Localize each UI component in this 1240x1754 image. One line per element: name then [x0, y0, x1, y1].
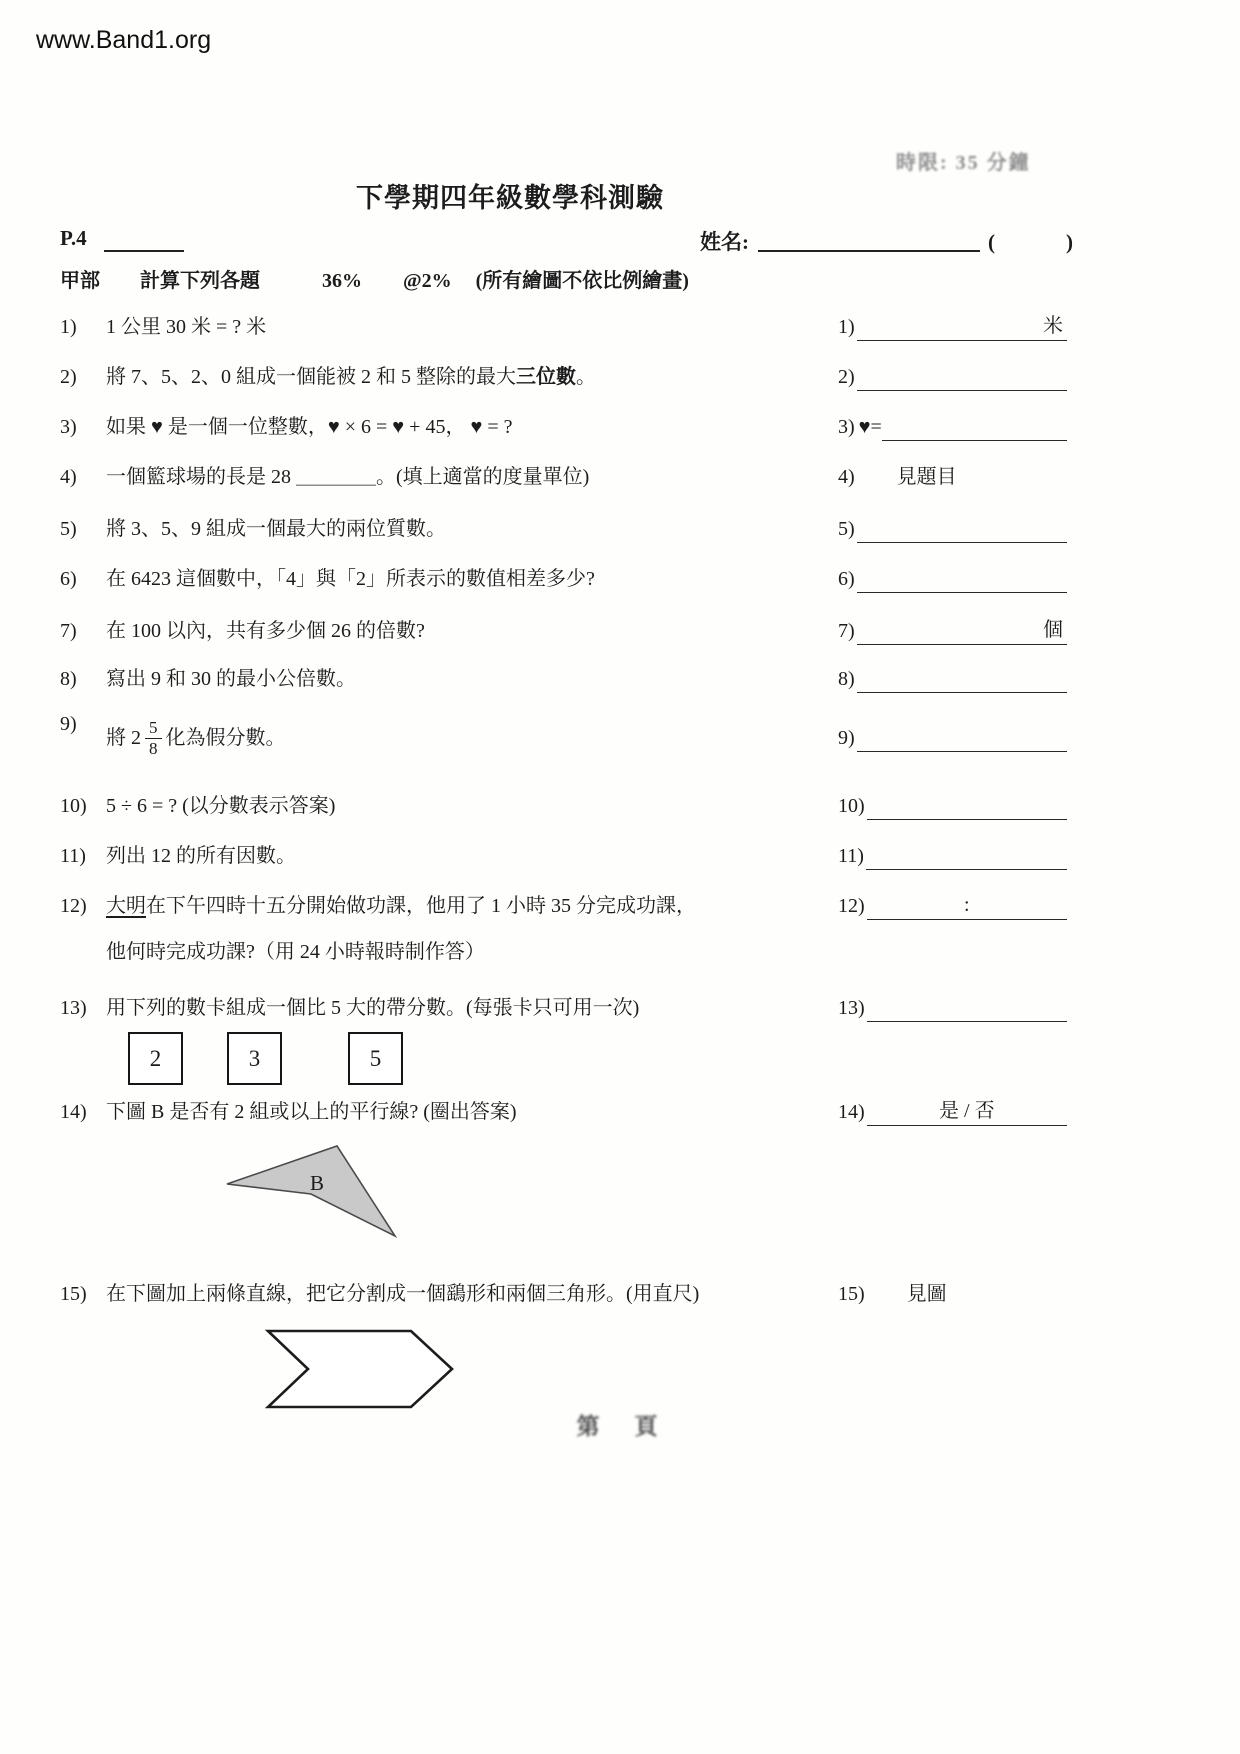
- question-11-answer: 11): [838, 842, 1185, 870]
- chevron-polygon: [268, 1331, 452, 1407]
- question-2-answer: 2): [838, 363, 1185, 391]
- question-12-number: 12): [60, 895, 87, 917]
- question-row-14: [60, 1098, 1185, 1126]
- question-1-number: 1): [60, 316, 77, 338]
- question-12-answer: 12) :: [838, 892, 1185, 920]
- question-11-text: 列出 12 的所有因數。: [106, 845, 296, 867]
- bold-term: 三位數: [516, 366, 576, 388]
- question-10-number: 10): [60, 795, 87, 817]
- section-header: [60, 264, 689, 293]
- question-9-answer: 9): [838, 724, 1185, 752]
- page-label-blank: [104, 226, 184, 252]
- question-5-number: 5): [60, 518, 77, 540]
- heart-equals-label: ♥=: [858, 416, 882, 438]
- section-note: (所有繪圖不依比例繪畫): [475, 270, 689, 292]
- number-card-5: 5: [348, 1032, 403, 1085]
- class-number-paren: ( ): [988, 230, 1075, 254]
- time-colon: :: [964, 894, 970, 916]
- question-row-4: [60, 463, 1185, 491]
- answer-blank-9: [857, 725, 1067, 752]
- figure-b-dart-shape: [225, 1144, 401, 1242]
- shape-b-label: B: [309, 1171, 325, 1195]
- question-15-number: 15): [60, 1283, 87, 1305]
- question-9-number: 9): [60, 713, 77, 735]
- question-14-answer: 14) 是 / 否: [838, 1098, 1185, 1126]
- question-row-1: [60, 313, 1185, 341]
- question-row-11: [60, 842, 1185, 870]
- number-card-3: 3: [227, 1032, 282, 1085]
- section-instruction: 計算下列各題: [140, 270, 260, 292]
- answer-unit: 個: [1043, 619, 1063, 641]
- question-9-text: 將 2 $\frac{5}{8}$ 化為假分數。: [106, 717, 286, 758]
- section-percent: 36%: [322, 270, 362, 292]
- question-5-answer: 5): [838, 515, 1185, 543]
- yes-no-choice: 是 / 否: [939, 1100, 995, 1122]
- question-4-number: 4): [60, 466, 77, 488]
- question-3-answer: 3) ♥=: [838, 413, 1185, 441]
- question-row-2: [60, 363, 1185, 391]
- question-8-answer: 8): [838, 665, 1185, 693]
- question-14-text: 下圖 B 是否有 2 組或以上的平行線? (圈出答案): [106, 1101, 517, 1123]
- mixed-fraction: $\frac{5}{8}$: [145, 718, 162, 758]
- section-per-item: @2%: [403, 270, 452, 292]
- answer-blank-11: [866, 843, 1067, 870]
- number-cards: [128, 1032, 1185, 1085]
- info-row: [60, 226, 1180, 258]
- question-13-number: 13): [60, 997, 87, 1019]
- test-title: 下學期四年級數學科測驗: [356, 183, 664, 213]
- question-row-10: [60, 792, 1185, 820]
- question-10-text: 5 ÷ 6 = ? (以分數表示答案): [106, 795, 336, 817]
- question-row-9: [60, 710, 1185, 766]
- question-5-text: 將 3、5、9 組成一個最大的兩位質數。: [106, 518, 446, 540]
- question-list: [60, 305, 1185, 1410]
- site-watermark: www.Band1.org: [36, 26, 212, 54]
- answer-blank-10: [867, 793, 1067, 820]
- answer-blank-5: [857, 516, 1067, 543]
- question-6-number: 6): [60, 568, 77, 590]
- question-13-answer: 13): [838, 994, 1185, 1022]
- answer-see-figure: 見圖: [906, 1283, 947, 1305]
- name-label: 姓名:: [700, 230, 749, 254]
- question-7-text: 在 100 以內，共有多少個 26 的倍數?: [106, 620, 425, 642]
- answer-blank-14: [867, 1099, 1067, 1126]
- question-row-8: [60, 665, 1185, 693]
- question-13-text: 用下列的數卡組成一個比 5 大的帶分數。(每張卡只可用一次): [106, 997, 640, 1019]
- answer-blank-6: [857, 566, 1067, 593]
- answer-blank-8: [857, 666, 1067, 693]
- question-row-6: [60, 565, 1185, 593]
- question-2-text: 將 7、5、2、0 組成一個能被 2 和 5 整除的最大三位數。: [106, 366, 596, 388]
- question-row-15: [60, 1280, 1185, 1308]
- answer-blank-12: [867, 893, 1067, 920]
- page-label: P.4: [60, 226, 87, 250]
- answer-see-question: 見題目: [896, 466, 957, 488]
- question-3-text: 如果 ♥ 是一個一位整數，♥ × 6 = ♥ + 45， ♥ = ?: [106, 416, 513, 438]
- question-8-number: 8): [60, 668, 77, 690]
- answer-blank-2: [857, 364, 1067, 391]
- question-7-number: 7): [60, 620, 77, 642]
- question-15-answer: 15) 見圖: [838, 1280, 1185, 1308]
- question-7-answer: 7) 個: [838, 617, 1185, 645]
- question-1-answer: 1) 米: [838, 313, 1185, 341]
- question-row-5: [60, 515, 1185, 543]
- question-12-text-line2: 他何時完成功課?（用 24 小時報時制作答）: [106, 941, 485, 963]
- question-14-number: 14): [60, 1101, 87, 1123]
- question-8-text: 寫出 9 和 30 的最小公倍數。: [106, 668, 356, 690]
- section-label: 甲部: [60, 270, 100, 292]
- question-1-text: 1 公里 30 米 = ? 米: [106, 316, 267, 338]
- question-6-text: 在 6423 這個數中，「4」與「2」所表示的數值相差多少?: [106, 568, 595, 590]
- question-row-3: [60, 413, 1185, 441]
- answer-blank-1: [857, 314, 1067, 341]
- name-blank-line: [758, 226, 980, 252]
- question-row-7: [60, 617, 1185, 645]
- answer-unit: 米: [1043, 315, 1063, 337]
- underlined-name: 大明: [106, 895, 146, 917]
- question-row-12: [60, 892, 1185, 966]
- question-10-answer: 10): [838, 792, 1185, 820]
- number-card-2: 2: [128, 1032, 183, 1085]
- footer-page-label: 第 頁: [576, 1414, 664, 1439]
- question-6-answer: 6): [838, 565, 1185, 593]
- answer-blank-13: [867, 995, 1067, 1022]
- question-12-text: 大明在下午四時十五分開始做功課，他用了 1 小時 35 分完成功課， 他何時完成功課?（用 24 小時報時制作答）: [106, 892, 838, 966]
- chevron-shape: [265, 1328, 457, 1410]
- question-4-text: 一個籃球場的長是 28 ＿＿＿＿。(填上適當的度量單位): [106, 466, 590, 488]
- answer-blank-3: [882, 414, 1067, 441]
- answer-blank-7: [857, 618, 1067, 645]
- question-4-answer: 4) 見題目: [838, 463, 1185, 491]
- question-2-number: 2): [60, 366, 77, 388]
- question-11-number: 11): [60, 845, 86, 867]
- time-limit-text: 時限: 35 分鐘: [896, 152, 1031, 174]
- question-3-number: 3): [60, 416, 77, 438]
- question-row-13: [60, 994, 1185, 1022]
- question-15-text: 在下圖加上兩條直線，把它分割成一個鷂形和兩個三角形。(用直尺): [106, 1283, 700, 1305]
